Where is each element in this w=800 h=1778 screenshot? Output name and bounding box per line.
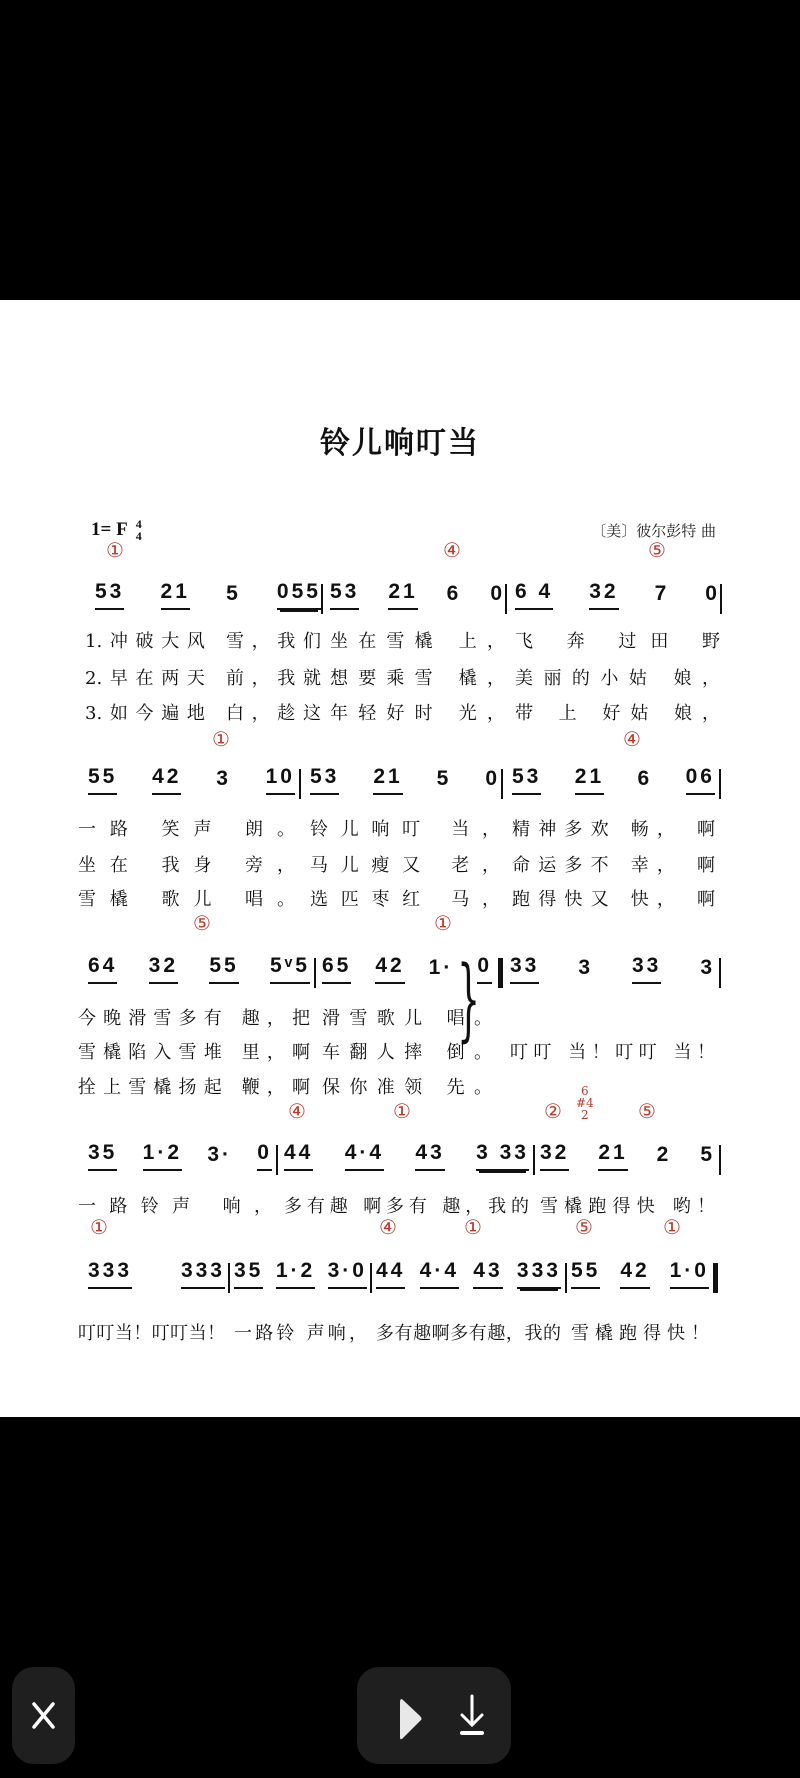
barline [299, 769, 301, 799]
fingering-mark: ① [90, 1215, 108, 1239]
barline [276, 1145, 278, 1175]
barline [321, 584, 323, 614]
lyric-line: 年轻好时 光， [330, 703, 505, 724]
note-group: 5 [226, 582, 241, 605]
lyric-line: 精神多欢 畅， 啊 [512, 819, 715, 840]
note-group: 2 [656, 1143, 672, 1166]
chord-note: 6 [581, 1084, 589, 1098]
note-group: 35 [234, 1259, 263, 1289]
note-group: 333 [88, 1259, 132, 1289]
measure [571, 1261, 709, 1289]
note-group: 6 [446, 582, 462, 605]
measure [284, 1143, 529, 1171]
note-group: 43 [473, 1259, 502, 1289]
note-group: 0 [490, 582, 505, 605]
measure [88, 956, 310, 984]
note-group: 53 [330, 580, 359, 610]
note-group: 21 [161, 580, 190, 610]
fingering-mark: ① [434, 911, 452, 935]
note-group: 32 [149, 954, 178, 984]
note-group: 055 [277, 580, 321, 610]
barline [498, 958, 503, 988]
note-group: 65 [322, 954, 351, 984]
song-title: 铃儿响叮当 [320, 426, 480, 461]
chord-note: #4 [576, 1096, 594, 1110]
chord-annotation [576, 1085, 594, 1121]
measure [510, 956, 715, 984]
note-group: 10 [266, 765, 295, 795]
note-group: 53 [512, 765, 541, 795]
note-group: 3 [578, 956, 594, 979]
time-sig-top: 4 [135, 517, 142, 531]
note-group: 43 [415, 1141, 444, 1171]
note-group: 42 [375, 954, 404, 984]
barline [719, 958, 721, 988]
lyric-line: 一路铃声 响， [78, 1196, 272, 1217]
note-group: 7 [654, 582, 670, 605]
sheet-music-page [0, 300, 800, 1417]
lyric-line: 一路 笑声 朗。 [78, 819, 295, 840]
note-group: 53 [95, 580, 124, 610]
fingering-mark: ④ [288, 1099, 306, 1123]
note-group: 55 [209, 954, 238, 984]
fingering-mark: ⑤ [193, 911, 211, 935]
media-controls [357, 1667, 511, 1764]
lyric-line: 车翻人摔 倒。 [322, 1042, 492, 1063]
note-group: 06 [686, 765, 715, 795]
note-group: 55 [88, 765, 117, 795]
note-group: 42 [152, 765, 181, 795]
barline [565, 1263, 567, 1293]
time-signature [136, 518, 142, 542]
note-group: 0 [485, 767, 500, 790]
barline [501, 769, 503, 799]
note-group: 3· [207, 1143, 232, 1166]
lyric-line: 多有趣 啊多有 趣，我的 [284, 1196, 529, 1217]
fingering-mark: ④ [443, 538, 461, 562]
lyric-line: 多有趣啊多有趣，我的 [376, 1323, 561, 1344]
lyric-line: 坐在雪橇 上， [330, 631, 505, 652]
note-group: 21 [373, 765, 402, 795]
note-group: 55 [571, 1259, 600, 1289]
barline [719, 769, 721, 799]
note-group: 1· [428, 956, 454, 979]
note-group: 42 [620, 1259, 649, 1289]
lyric-line: 拴上雪橇扬起 鞭，啊 [78, 1077, 310, 1098]
note-group: 5 [436, 767, 452, 790]
note-group: 21 [388, 580, 417, 610]
fingering-mark: ④ [623, 727, 641, 751]
lyric-line: 雪橇 歌儿 唱。 [78, 889, 295, 910]
chord-note: 2 [581, 1108, 589, 1122]
note-group: 44 [376, 1259, 405, 1289]
measure [234, 1261, 367, 1289]
lyric-line: 命运多不 幸， 啊 [512, 855, 715, 876]
fingering-mark: ① [464, 1215, 482, 1239]
note-group: 32 [540, 1141, 569, 1171]
barline [713, 1263, 718, 1293]
close-button[interactable] [12, 1667, 75, 1764]
fingering-mark: ① [393, 1099, 411, 1123]
fingering-mark: ④ [379, 1215, 397, 1239]
note-group: 33 [510, 954, 539, 984]
barline [228, 1263, 230, 1293]
fingering-mark: ① [212, 727, 230, 751]
note-group: 21 [598, 1141, 627, 1171]
lyric-line: 雪橇陷入雪堆 里，啊 [78, 1042, 310, 1063]
note-group: 35 [88, 1141, 117, 1171]
fingering-mark: ⑤ [638, 1099, 656, 1123]
lyric-line: 叮叮当！叮叮当！ [78, 1323, 225, 1344]
lyric-line: 坐在 我身 旁， [78, 855, 295, 876]
lyric-line: 一路铃 声响， [234, 1323, 367, 1344]
note-group: 6 [637, 767, 653, 790]
note-group: 3·0 [328, 1259, 367, 1289]
lyric-line: 美丽的小姑 娘， [515, 668, 720, 689]
note-group: 5ᵛ5 [270, 954, 310, 984]
note-group: 53 [310, 765, 339, 795]
fingering-mark: ① [106, 538, 124, 562]
note-group: 1·0 [670, 1259, 709, 1289]
lyric-line: 想要乘雪 橇， [330, 668, 505, 689]
lyric-line: 今晚滑雪多有 趣，把 [78, 1008, 310, 1029]
note-group: 1·2 [276, 1259, 315, 1289]
lyric-line: 雪橇跑得快 哟！ [540, 1196, 715, 1217]
lyric-line: 跑得快又 快， 啊 [512, 889, 715, 910]
barline [370, 1263, 372, 1293]
note-group: 333 [517, 1259, 561, 1289]
note-group: 3 [700, 956, 715, 979]
composer-credit: 〔美〕彼尔彭特 曲 [591, 522, 716, 540]
note-group: 64 [88, 954, 117, 984]
barline [505, 584, 507, 614]
fingering-mark: ⑤ [648, 538, 666, 562]
lyric-line: 铃儿响叮 当， [310, 819, 500, 840]
note-group: 5 [700, 1143, 715, 1166]
fingering-mark: ① [663, 1215, 681, 1239]
measure [88, 1143, 272, 1171]
lyric-line: 选匹枣红 马， [310, 889, 500, 910]
lyric-line: 飞 奔 过田 野 [515, 631, 720, 652]
measure [310, 767, 500, 795]
time-sig-bottom: 4 [135, 529, 142, 543]
barline [533, 1145, 535, 1175]
play-icon[interactable] [392, 1667, 432, 1764]
note-group: 4·4 [420, 1259, 459, 1289]
note-group: 6 4 [515, 580, 553, 610]
note-group: 4·4 [345, 1141, 384, 1171]
key-label: 1= F [91, 519, 128, 540]
note-group: 3 [216, 767, 231, 790]
note-group: 0 [257, 1141, 272, 1171]
lyric-line: 雪橇跑得快！ [571, 1323, 709, 1344]
note-group: 333 [181, 1259, 225, 1289]
fingering-mark: ② [544, 1099, 562, 1123]
lyric-line: 1.冲破大风 雪，我们 [85, 631, 321, 652]
note-group: 32 [589, 580, 618, 610]
note-group: 0 [477, 954, 492, 984]
barline [720, 584, 722, 614]
note-group: 33 [632, 954, 661, 984]
lyric-line: 3.如今遍地 白，趁这 [85, 703, 321, 724]
lyric-line: 叮叮 当！叮叮 当！ [510, 1042, 715, 1063]
measure [512, 767, 715, 795]
measure [515, 582, 720, 610]
barline [719, 1145, 721, 1175]
lyric-line: 马儿瘦又 老， [310, 855, 500, 876]
barline [314, 958, 316, 988]
fingering-mark: ⑤ [575, 1215, 593, 1239]
measure [376, 1261, 561, 1289]
note-group: 1·2 [143, 1141, 182, 1171]
measure [540, 1143, 715, 1171]
measure [95, 582, 321, 610]
lyric-line: 带 上 好姑 娘， [515, 703, 720, 724]
lyric-brace: } [457, 947, 481, 1052]
close-icon [12, 1667, 75, 1764]
note-group: 3 33 [476, 1141, 529, 1171]
lyric-line: 2.早在两天 前，我就 [85, 668, 321, 689]
download-icon[interactable] [452, 1667, 492, 1764]
note-group: 21 [575, 765, 604, 795]
note-group: 44 [284, 1141, 313, 1171]
lyric-line: 滑雪歌儿 唱。 [322, 1008, 492, 1029]
note-group: 0 [705, 582, 720, 605]
measure [88, 767, 295, 795]
measure [330, 582, 505, 610]
lyric-line: 保你准领 先。 [322, 1077, 492, 1098]
measure [88, 1261, 225, 1289]
